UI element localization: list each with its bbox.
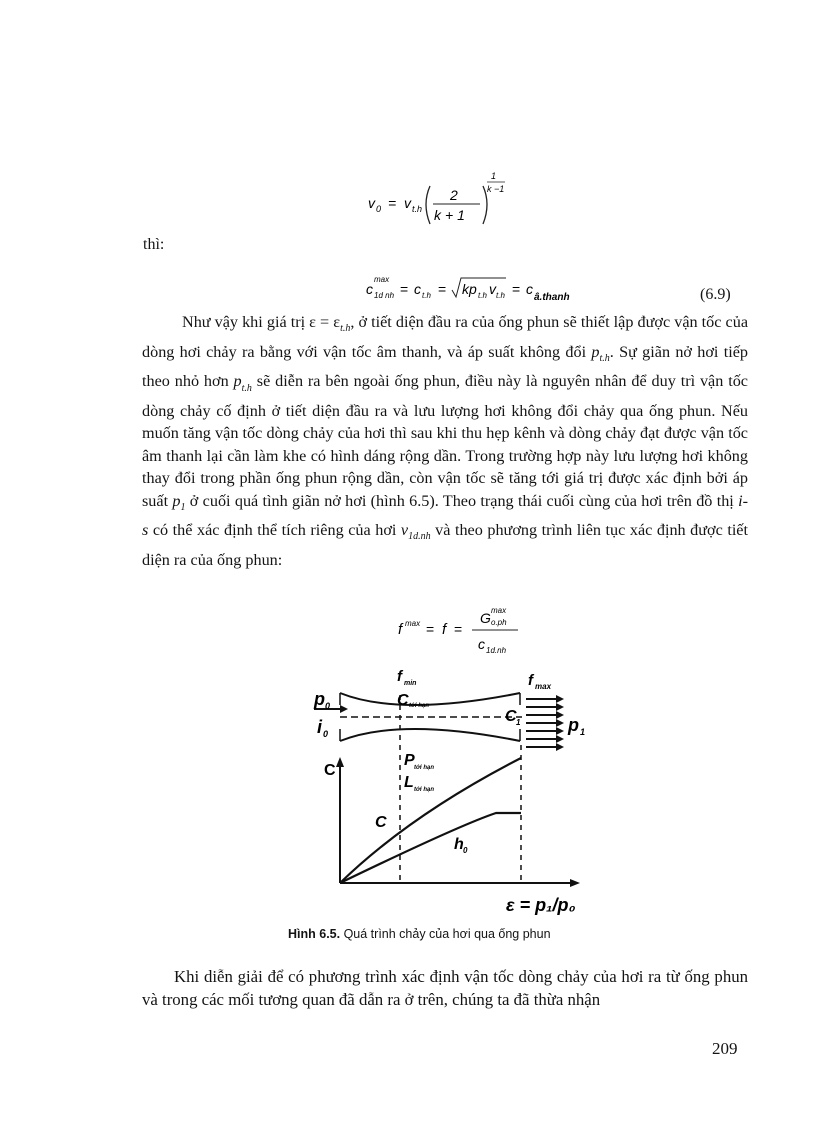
formula-fmax xyxy=(398,604,538,661)
svg-text:v: v xyxy=(489,281,496,297)
p1-run-5: có thể xác định thể tích riêng của hơi xyxy=(148,521,401,540)
nozzle-top-wall xyxy=(340,693,520,705)
svg-text:c: c xyxy=(366,281,373,297)
label-ltoihan: L xyxy=(404,774,414,791)
enthalpy-curve xyxy=(340,813,521,883)
svg-text:=: = xyxy=(438,281,447,297)
formula-6-9-graphic xyxy=(366,272,626,308)
label-fmax-sub: max xyxy=(535,682,552,691)
svg-text:t.h: t.h xyxy=(412,204,423,214)
word-thi: thì: xyxy=(143,236,165,253)
page-number: 209 xyxy=(712,1039,738,1058)
formula-6-9 xyxy=(366,272,626,313)
svg-text:k: k xyxy=(434,207,441,223)
figure-caption xyxy=(288,927,551,941)
svg-text:max: max xyxy=(405,619,421,628)
svg-text:t.h: t.h xyxy=(422,291,431,300)
c-axis-arrow xyxy=(336,757,344,767)
svg-text:f: f xyxy=(398,621,403,638)
label-p1-sub: 1 xyxy=(580,727,586,737)
p1-run-1: , ở tiết diện đầu ra của ống phun sẽ thiết lập được vận tốc của dòng hơi chảy ra bằng với vận tốc âm thanh, và áp suất không đổi xyxy=(142,313,749,361)
svg-text:=: = xyxy=(400,281,409,297)
svg-text:1d nh: 1d nh xyxy=(374,291,395,300)
p1-run-0: Như vậy khi giá trị ε = ε xyxy=(182,313,341,331)
label-i0-sub: 0 xyxy=(323,729,329,739)
label-ctoihan-sub: tới hạn xyxy=(409,703,430,709)
velocity-curve xyxy=(340,758,521,883)
label-i0: i xyxy=(317,717,323,737)
p1-run-6: và theo phương trình liên tục xác định được tiết diện ra của ống phun: xyxy=(142,521,748,569)
svg-text:2: 2 xyxy=(450,187,458,203)
svg-text:=: = xyxy=(454,621,463,637)
label-c-axis: C xyxy=(324,762,336,779)
p1-sym-is: i-s xyxy=(142,491,748,540)
label-h0-sub: 0 xyxy=(463,846,468,855)
svg-text:â.thanh: â.thanh xyxy=(534,292,570,303)
svg-text:1: 1 xyxy=(491,171,497,181)
p1-sym-th-2: t.h xyxy=(599,352,610,364)
paragraph-1 xyxy=(142,311,748,571)
p1-sym-p: p xyxy=(591,342,600,361)
nozzle-bottom-wall xyxy=(340,729,520,741)
label-fmax: f xyxy=(528,672,533,689)
svg-text:+ 1: + 1 xyxy=(445,207,465,223)
label-p0: p xyxy=(314,689,325,709)
formula-v0 xyxy=(368,170,518,234)
svg-text:o.ph: o.ph xyxy=(491,618,507,627)
svg-text:t.h: t.h xyxy=(496,291,505,300)
svg-text:c: c xyxy=(526,281,533,297)
label-c1-sub: 1 xyxy=(516,718,521,727)
p1-run-2: . Sự giãn nở hơi tiếp theo nhỏ hơn xyxy=(142,342,748,391)
label-ltoihan-sub: tới hạn xyxy=(414,787,435,793)
label-ptoihan-sub: tới hạn xyxy=(414,765,435,771)
caption-text: Quá trình chảy của hơi qua ống phun xyxy=(343,927,551,941)
label-fmin: f xyxy=(397,668,402,685)
svg-text:k −1: k −1 xyxy=(487,184,505,194)
svg-text:c: c xyxy=(478,636,485,652)
svg-text:=: = xyxy=(388,195,397,211)
svg-text:f: f xyxy=(442,621,447,638)
paragraph-2 xyxy=(142,965,748,1011)
p1-sub-1dnh: 1d.nh xyxy=(408,531,431,543)
svg-text:0: 0 xyxy=(376,204,382,214)
label-xaxis: ε = p₁/p₀ xyxy=(506,895,576,915)
svg-text:t.h: t.h xyxy=(478,291,487,300)
p1-run-3: sẽ diễn ra bên ngoài ống phun, điều này là nguyên nhân để duy trì vận tốc dòng chảy cố định ở tiết diện đầu ra và lưu lượng hơi không đổi chảy qua ống phun. Nếu muốn tăng vận tốc dòng chảy của hơi thì sau khi thu hẹp kênh và dòng chảy đạt được vận tốc âm thanh lại cần làm khe có hình dáng rộng dần. Trong trường hợp này lưu lượng hơi không thay đổi trong phần ống phun rộng dần, còn vận tốc sẽ tăng tới giá trị được xác định bởi áp suất xyxy=(142,372,748,510)
svg-text:1d.nh: 1d.nh xyxy=(486,646,507,655)
svg-text:G: G xyxy=(480,610,491,626)
label-p1: p xyxy=(568,715,579,735)
formula-v0-graphic xyxy=(368,170,518,234)
caption-label: Hình 6.5. xyxy=(288,927,341,941)
outlet-arrows xyxy=(526,695,564,751)
p1-sub-1: 1 xyxy=(180,501,186,513)
p1-sym-p1: p xyxy=(172,491,181,510)
nozzle-flow-figure xyxy=(300,665,600,920)
svg-text:v: v xyxy=(368,195,375,211)
label-c1: C xyxy=(505,708,517,725)
svg-text:kp: kp xyxy=(462,281,477,297)
paragraph-2-text: Khi diễn giải để có phương trình xác định vận tốc dòng chảy của hơi ra từ ống phun và trong các mối tương quan đã dẫn ra ở trên, chúng ta đã thừa nhận xyxy=(142,967,748,1009)
label-p0-sub: 0 xyxy=(325,701,331,711)
p1-run-4: ở cuối quá tình giãn nở hơi (hình 6.5). Theo trạng thái cuối cùng của hơi trên đồ thị xyxy=(185,491,739,510)
p1-sym-th-3: t.h xyxy=(241,382,252,394)
svg-text:max: max xyxy=(491,606,507,615)
svg-text:=: = xyxy=(512,281,521,297)
label-h0: h xyxy=(454,836,464,853)
inlet-arrow-head xyxy=(340,705,348,713)
equation-number-6-9: (6.9) xyxy=(700,286,731,303)
p1-sym-p-2: p xyxy=(233,372,242,391)
p1-sym-v: v xyxy=(400,521,409,540)
svg-text:c: c xyxy=(414,281,421,297)
svg-text:max: max xyxy=(374,275,390,284)
p1-sym-th: t.h xyxy=(340,323,351,335)
label-ctoihan: C xyxy=(397,692,409,709)
label-ptoihan: P xyxy=(404,752,415,769)
svg-text:=: = xyxy=(426,621,435,637)
formula-fmax-graphic xyxy=(398,604,538,656)
label-c-curve: C xyxy=(375,814,387,831)
label-fmin-sub: min xyxy=(404,680,417,687)
svg-text:v: v xyxy=(404,195,411,211)
x-axis-arrow xyxy=(570,879,580,887)
